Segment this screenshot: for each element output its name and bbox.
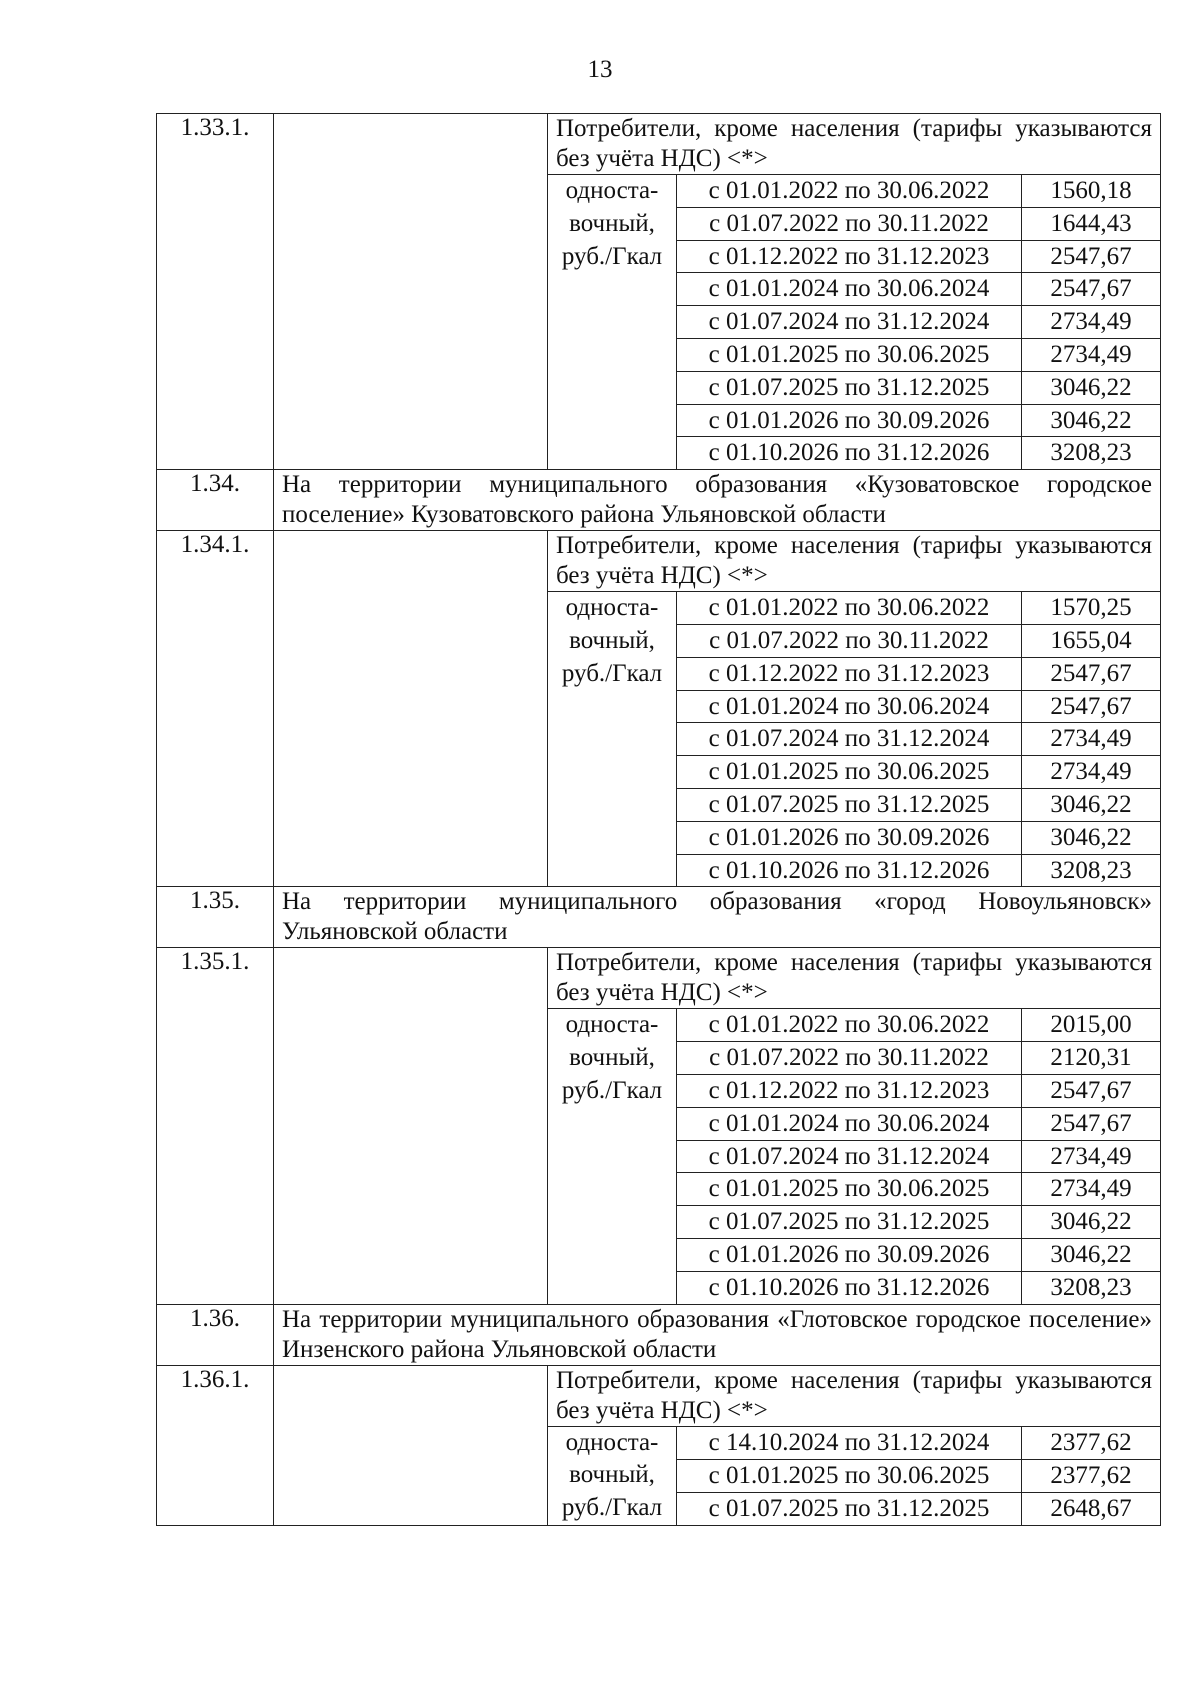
tariff-period: с 01.01.2024 по 30.06.2024 bbox=[677, 273, 1022, 306]
tariff-period: с 01.07.2025 по 31.12.2025 bbox=[677, 1206, 1022, 1239]
consumer-row bbox=[157, 114, 1161, 175]
page-number: 13 bbox=[587, 56, 613, 83]
tariff-period: с 01.12.2022 по 31.12.2023 bbox=[677, 657, 1022, 690]
section-number: 1.35. bbox=[157, 887, 274, 948]
consumer-row bbox=[157, 531, 1161, 592]
tariff-period: с 01.01.2026 по 30.09.2026 bbox=[677, 404, 1022, 437]
consumer-group: Потребители, кроме населения (тарифы указываются без учёта НДС) <*> bbox=[548, 531, 1161, 592]
tariff-value: 2547,67 bbox=[1022, 1107, 1161, 1140]
item-number: 1.36.1. bbox=[157, 1365, 274, 1525]
consumer-group: Потребители, кроме населения (тарифы указываются без учёта НДС) <*> bbox=[548, 948, 1161, 1009]
empty-cell bbox=[274, 114, 548, 470]
section-heading-row bbox=[157, 470, 1161, 531]
empty-cell bbox=[274, 948, 548, 1304]
tariff-period: с 01.01.2026 по 30.09.2026 bbox=[677, 1238, 1022, 1271]
tariff-value: 3208,23 bbox=[1022, 854, 1161, 887]
tariff-period: с 01.07.2022 по 30.11.2022 bbox=[677, 1042, 1022, 1075]
tariff-period: с 01.07.2025 по 31.12.2025 bbox=[677, 788, 1022, 821]
section-number: 1.36. bbox=[157, 1304, 274, 1365]
consumer-row bbox=[157, 1365, 1161, 1426]
tariff-value: 3046,22 bbox=[1022, 788, 1161, 821]
tariff-period: с 01.07.2024 по 31.12.2024 bbox=[677, 723, 1022, 756]
tariff-period: с 01.01.2025 по 30.06.2025 bbox=[677, 1173, 1022, 1206]
tariff-unit: односта-вочный, руб./Гкал bbox=[548, 592, 677, 887]
tariff-period: с 01.01.2022 по 30.06.2022 bbox=[677, 1009, 1022, 1042]
section-title: На территории муниципального образования «город Новоульяновск» Ульяновской области bbox=[274, 887, 1161, 948]
tariff-period: с 01.01.2022 по 30.06.2022 bbox=[677, 175, 1022, 208]
tariff-value: 2734,49 bbox=[1022, 756, 1161, 789]
tariff-value: 2547,67 bbox=[1022, 1074, 1161, 1107]
consumer-row bbox=[157, 948, 1161, 1009]
consumer-group: Потребители, кроме населения (тарифы указываются без учёта НДС) <*> bbox=[548, 114, 1161, 175]
section-title: На территории муниципального образования «Глотовское городское поселение» Инзенского района Ульяновской области bbox=[274, 1304, 1161, 1365]
tariff-value: 2734,49 bbox=[1022, 723, 1161, 756]
tariff-period: с 01.10.2026 по 31.12.2026 bbox=[677, 437, 1022, 470]
tariff-table-body bbox=[157, 114, 1161, 1526]
item-number: 1.34.1. bbox=[157, 531, 274, 887]
tariff-value: 2547,67 bbox=[1022, 690, 1161, 723]
tariff-unit: односта-вочный, руб./Гкал bbox=[548, 1009, 677, 1304]
tariff-period: с 01.01.2025 по 30.06.2025 bbox=[677, 756, 1022, 789]
tariff-value: 2547,67 bbox=[1022, 240, 1161, 273]
tariff-period: с 01.10.2026 по 31.12.2026 bbox=[677, 854, 1022, 887]
tariff-period: с 01.07.2025 по 31.12.2025 bbox=[677, 1492, 1022, 1525]
tariff-period: с 01.12.2022 по 31.12.2023 bbox=[677, 240, 1022, 273]
tariff-period: с 01.07.2022 по 30.11.2022 bbox=[677, 624, 1022, 657]
tariff-period: с 01.01.2025 по 30.06.2025 bbox=[677, 338, 1022, 371]
tariff-unit: односта-вочный, руб./Гкал bbox=[548, 1426, 677, 1525]
tariff-value: 3046,22 bbox=[1022, 371, 1161, 404]
tariff-value: 2015,00 bbox=[1022, 1009, 1161, 1042]
section-heading-row bbox=[157, 887, 1161, 948]
tariff-value: 3208,23 bbox=[1022, 437, 1161, 470]
tariff-period: с 01.01.2025 по 30.06.2025 bbox=[677, 1459, 1022, 1492]
tariff-period: с 01.12.2022 по 31.12.2023 bbox=[677, 1074, 1022, 1107]
tariff-period: с 01.01.2024 по 30.06.2024 bbox=[677, 690, 1022, 723]
tariff-period: с 01.07.2024 по 31.12.2024 bbox=[677, 1140, 1022, 1173]
tariff-value: 3046,22 bbox=[1022, 1206, 1161, 1239]
section-title: На территории муниципального образования «Кузоватовское городское поселение» Кузоватовского района Ульяновской области bbox=[274, 470, 1161, 531]
item-number: 1.35.1. bbox=[157, 948, 274, 1304]
tariff-period: с 01.07.2022 по 30.11.2022 bbox=[677, 207, 1022, 240]
tariff-value: 2547,67 bbox=[1022, 273, 1161, 306]
tariff-period: с 01.01.2024 по 30.06.2024 bbox=[677, 1107, 1022, 1140]
tariff-value: 3046,22 bbox=[1022, 1238, 1161, 1271]
consumer-group: Потребители, кроме населения (тарифы указываются без учёта НДС) <*> bbox=[548, 1365, 1161, 1426]
tariff-value: 1655,04 bbox=[1022, 624, 1161, 657]
tariff-period: с 01.07.2024 по 31.12.2024 bbox=[677, 306, 1022, 339]
tariff-period: с 01.07.2025 по 31.12.2025 bbox=[677, 371, 1022, 404]
tariff-value: 2120,31 bbox=[1022, 1042, 1161, 1075]
tariff-value: 2734,49 bbox=[1022, 1173, 1161, 1206]
empty-cell bbox=[274, 531, 548, 887]
tariff-value: 3208,23 bbox=[1022, 1271, 1161, 1304]
tariff-period: с 01.01.2022 по 30.06.2022 bbox=[677, 592, 1022, 625]
tariff-value: 2734,49 bbox=[1022, 1140, 1161, 1173]
tariff-period: с 14.10.2024 по 31.12.2024 bbox=[677, 1426, 1022, 1459]
tariff-value: 1644,43 bbox=[1022, 207, 1161, 240]
section-number: 1.34. bbox=[157, 470, 274, 531]
tariff-period: с 01.10.2026 по 31.12.2026 bbox=[677, 1271, 1022, 1304]
tariff-value: 1560,18 bbox=[1022, 175, 1161, 208]
section-heading-row bbox=[157, 1304, 1161, 1365]
tariff-value: 1570,25 bbox=[1022, 592, 1161, 625]
tariff-value: 2734,49 bbox=[1022, 306, 1161, 339]
tariff-value: 2547,67 bbox=[1022, 657, 1161, 690]
tariff-unit: односта-вочный, руб./Гкал bbox=[548, 175, 677, 470]
empty-cell bbox=[274, 1365, 548, 1525]
tariff-value: 2377,62 bbox=[1022, 1426, 1161, 1459]
tariff-value: 3046,22 bbox=[1022, 821, 1161, 854]
item-number: 1.33.1. bbox=[157, 114, 274, 470]
tariff-value: 2734,49 bbox=[1022, 338, 1161, 371]
tariff-value: 2648,67 bbox=[1022, 1492, 1161, 1525]
tariff-table bbox=[156, 113, 1161, 1526]
tariff-value: 3046,22 bbox=[1022, 404, 1161, 437]
tariff-value: 2377,62 bbox=[1022, 1459, 1161, 1492]
tariff-period: с 01.01.2026 по 30.09.2026 bbox=[677, 821, 1022, 854]
